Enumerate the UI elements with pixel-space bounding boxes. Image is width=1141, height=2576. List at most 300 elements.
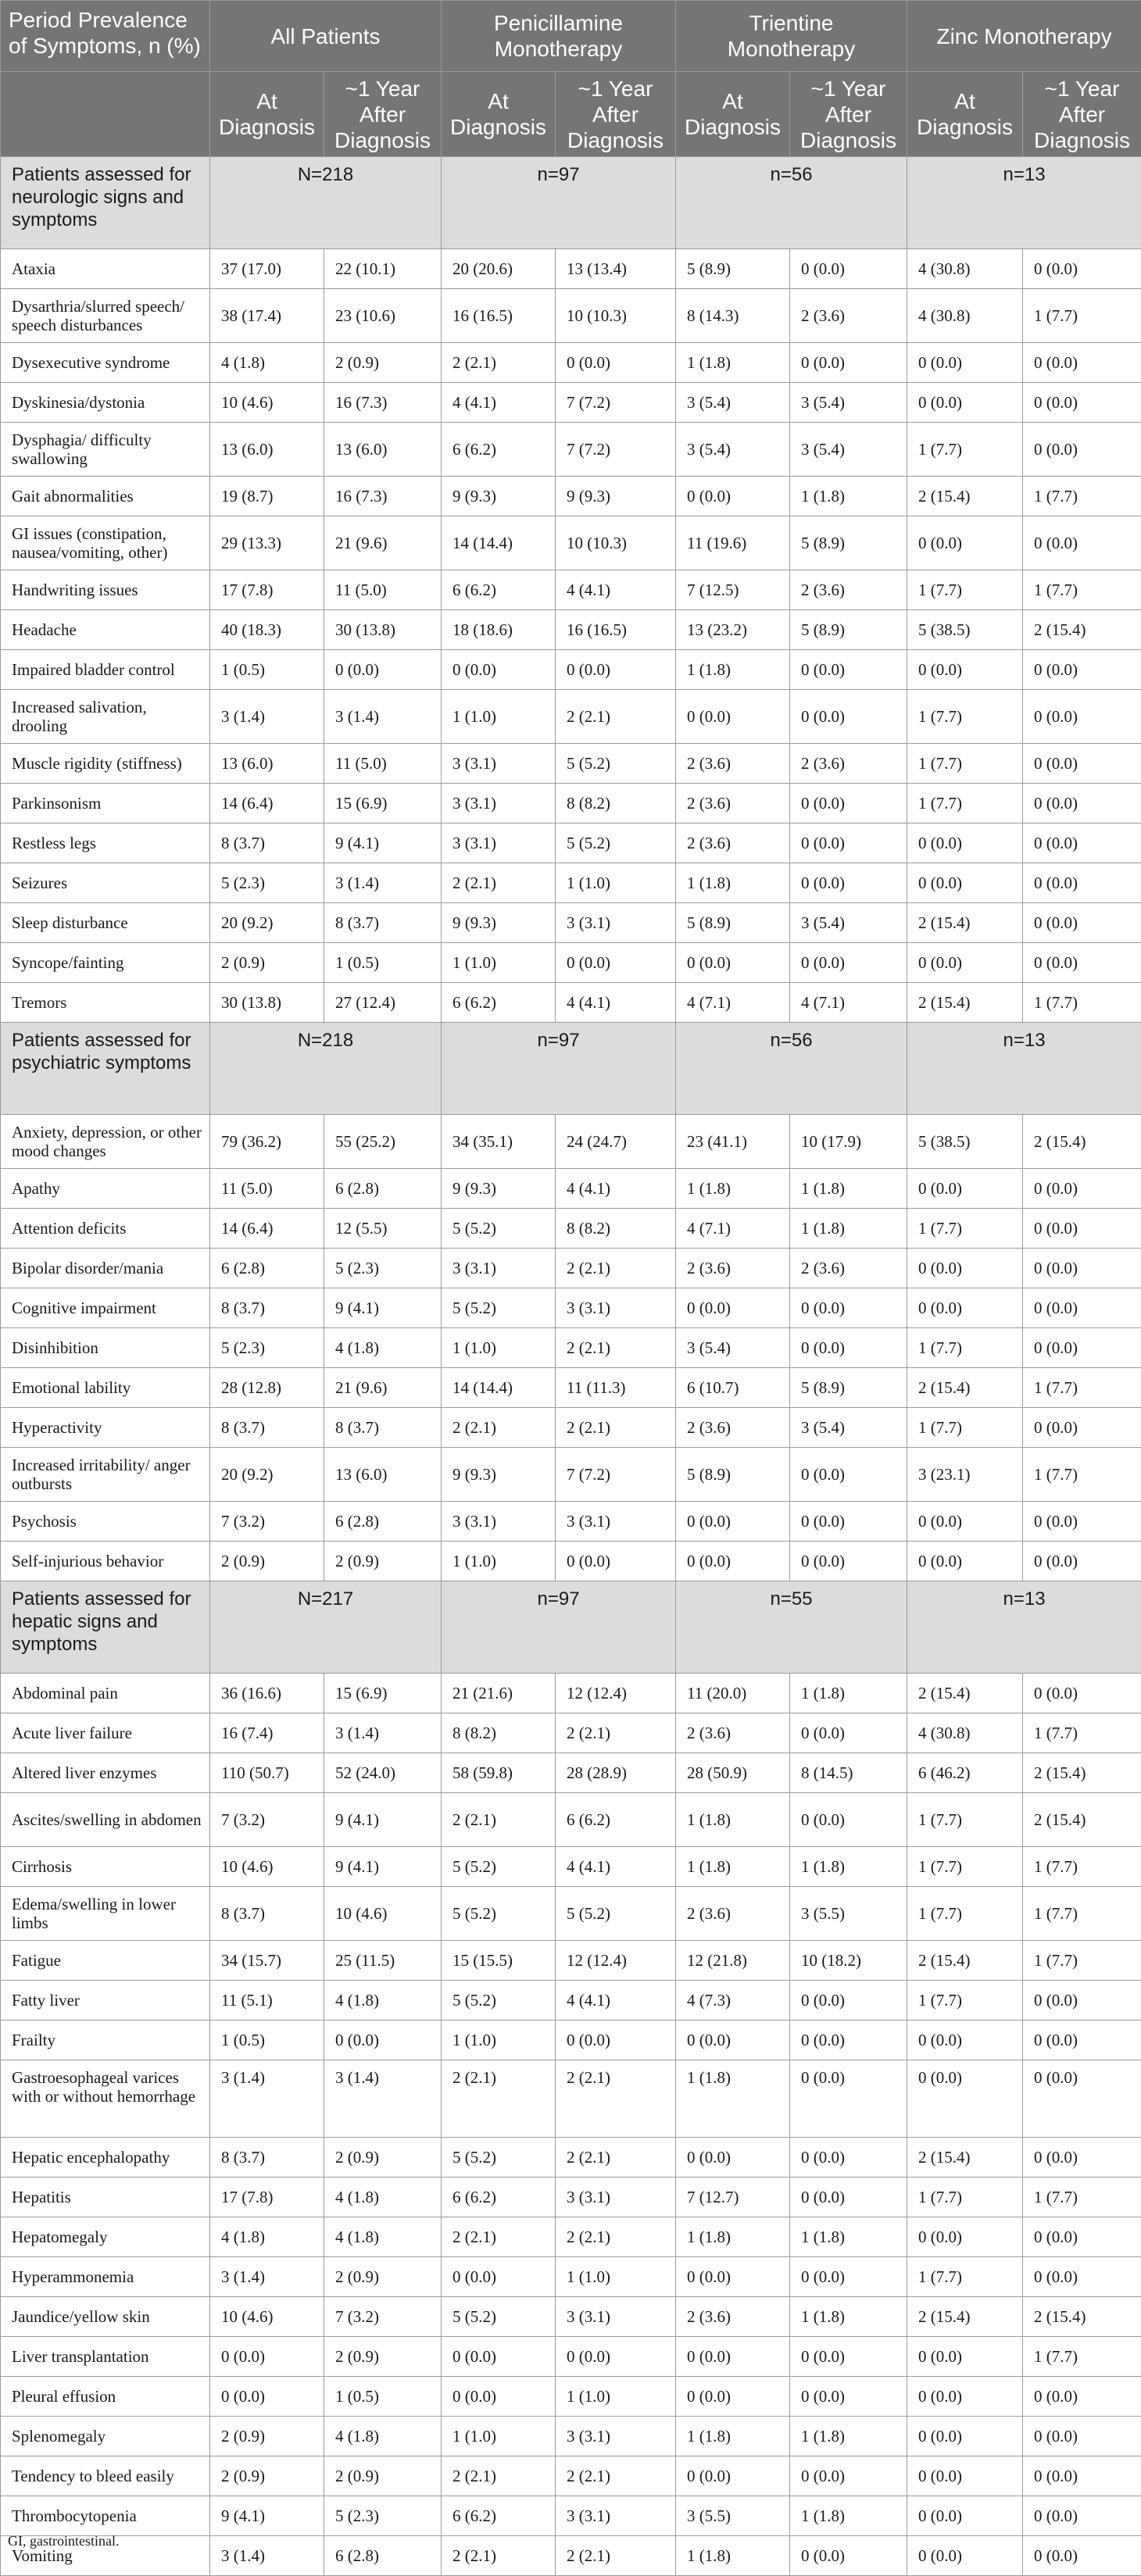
symptom-count-cell: 3 (1.4) — [210, 2257, 324, 2297]
symptom-count-cell: 0 (0.0) — [1023, 343, 1141, 383]
symptom-count-cell: 0 (0.0) — [1023, 1674, 1141, 1713]
symptom-count-cell: 0 (0.0) — [907, 2217, 1023, 2257]
symptom-count-cell: 0 (0.0) — [1023, 784, 1141, 824]
table-row — [1, 1941, 1141, 1981]
symptom-label: Ataxia — [1, 249, 210, 289]
symptom-count-cell: 4 (1.8) — [324, 1981, 442, 2020]
symptom-count-cell: 4 (30.8) — [907, 249, 1023, 289]
table-row — [1, 1288, 1141, 1328]
symptom-count-cell: 12 (12.4) — [556, 1674, 676, 1713]
symptom-count-cell: 1 (7.7) — [1023, 1368, 1141, 1408]
section-sample-size: n=13 — [907, 1581, 1141, 1674]
table-row — [1, 690, 1141, 744]
symptom-count-cell: 0 (0.0) — [556, 650, 676, 690]
symptom-count-cell: 19 (8.7) — [210, 477, 324, 516]
symptom-count-cell: 5 (2.3) — [324, 1249, 442, 1288]
symptom-count-cell: 5 (5.2) — [556, 744, 676, 784]
sub-header-at-diagnosis: At Diagnosis — [907, 72, 1023, 157]
symptom-count-cell: 0 (0.0) — [907, 2417, 1023, 2456]
symptom-label: Syncope/fainting — [1, 943, 210, 983]
section-sample-size: n=56 — [676, 157, 907, 249]
sub-header-at-diagnosis: At Diagnosis — [676, 72, 790, 157]
symptom-count-cell: 27 (12.4) — [324, 983, 442, 1023]
symptom-count-cell: 2 (0.9) — [324, 2456, 442, 2496]
symptom-count-cell: 6 (6.2) — [556, 1793, 676, 1847]
symptom-count-cell: 0 (0.0) — [556, 343, 676, 383]
symptom-count-cell: 5 (8.9) — [676, 249, 790, 289]
symptom-count-cell: 0 (0.0) — [210, 2337, 324, 2377]
symptom-count-cell: 110 (50.7) — [210, 1753, 324, 1793]
symptom-count-cell: 1 (0.5) — [324, 943, 442, 983]
symptom-count-cell: 9 (9.3) — [442, 903, 556, 943]
symptom-count-cell: 2 (15.4) — [907, 477, 1023, 516]
symptom-count-cell: 0 (0.0) — [790, 1542, 907, 1581]
symptom-count-cell: 1 (1.8) — [790, 2417, 907, 2456]
symptom-count-cell: 1 (7.7) — [1023, 570, 1141, 610]
table-row — [1, 610, 1141, 650]
sub-header-at-diagnosis: At Diagnosis — [210, 72, 324, 157]
symptom-count-cell: 13 (23.2) — [676, 610, 790, 650]
symptom-count-cell: 24 (24.7) — [556, 1115, 676, 1169]
symptom-count-cell: 2 (3.6) — [790, 744, 907, 784]
symptom-count-cell: 58 (59.8) — [442, 1753, 556, 1793]
symptom-count-cell: 1 (1.8) — [790, 477, 907, 516]
symptom-count-cell: 1 (7.7) — [907, 1209, 1023, 1249]
symptom-count-cell: 6 (6.2) — [442, 2496, 556, 2536]
symptom-count-cell: 4 (7.1) — [676, 983, 790, 1023]
section-header-row — [1, 1581, 1141, 1674]
symptom-count-cell: 4 (4.1) — [556, 1981, 676, 2020]
symptom-count-cell: 0 (0.0) — [907, 1502, 1023, 1542]
symptom-count-cell: 20 (9.2) — [210, 903, 324, 943]
symptom-count-cell: 2 (15.4) — [1023, 1753, 1141, 1793]
symptom-count-cell: 7 (3.2) — [210, 1793, 324, 1847]
section-sample-size: n=13 — [907, 157, 1141, 249]
symptom-count-cell: 10 (10.3) — [556, 289, 676, 343]
symptom-count-cell: 3 (3.1) — [442, 1249, 556, 1288]
table-row — [1, 863, 1141, 903]
symptom-count-cell: 1 (1.0) — [442, 1542, 556, 1581]
symptom-count-cell: 9 (4.1) — [324, 1793, 442, 1847]
symptom-label: Self-injurious behavior — [1, 1542, 210, 1581]
symptom-count-cell: 5 (5.2) — [442, 1288, 556, 1328]
symptom-count-cell: 2 (3.6) — [676, 1249, 790, 1288]
symptom-label: Hyperammonemia — [1, 2257, 210, 2297]
symptom-count-cell: 1 (0.5) — [210, 650, 324, 690]
symptom-count-cell: 5 (2.3) — [324, 2496, 442, 2536]
section-sample-size: n=13 — [907, 1023, 1141, 1115]
symptom-count-cell: 1 (1.0) — [442, 943, 556, 983]
symptom-count-cell: 13 (6.0) — [324, 423, 442, 477]
table-row — [1, 2178, 1141, 2217]
symptom-count-cell: 8 (3.7) — [324, 903, 442, 943]
symptom-count-cell: 2 (3.6) — [676, 2297, 790, 2337]
symptom-count-cell: 1 (1.8) — [790, 2217, 907, 2257]
symptom-count-cell: 1 (7.7) — [1023, 2178, 1141, 2217]
symptom-count-cell: 3 (3.1) — [556, 2178, 676, 2217]
symptom-label: Altered liver enzymes — [1, 1753, 210, 1793]
symptom-label: Gastroesophageal varices with or without hemorrhage — [1, 2060, 210, 2138]
symptom-count-cell: 4 (1.8) — [324, 1328, 442, 1368]
symptom-count-cell: 10 (17.9) — [790, 1115, 907, 1169]
symptom-count-cell: 2 (0.9) — [324, 2337, 442, 2377]
symptom-count-cell: 0 (0.0) — [790, 1793, 907, 1847]
symptom-count-cell: 5 (5.2) — [556, 824, 676, 863]
symptom-count-cell: 0 (0.0) — [907, 650, 1023, 690]
symptom-label: Abdominal pain — [1, 1674, 210, 1713]
symptom-count-cell: 11 (20.0) — [676, 1674, 790, 1713]
symptom-count-cell: 2 (2.1) — [442, 1793, 556, 1847]
symptom-count-cell: 1 (1.8) — [676, 1169, 790, 1209]
symptom-count-cell: 0 (0.0) — [907, 824, 1023, 863]
symptom-count-cell: 0 (0.0) — [790, 1502, 907, 1542]
symptom-count-cell: 11 (5.0) — [324, 570, 442, 610]
symptom-count-cell: 3 (3.1) — [556, 2297, 676, 2337]
symptom-count-cell: 7 (7.2) — [556, 383, 676, 423]
symptom-count-cell: 0 (0.0) — [556, 2337, 676, 2377]
symptom-label: Edema/swelling in lower limbs — [1, 1887, 210, 1941]
symptom-count-cell: 7 (12.7) — [676, 2178, 790, 2217]
symptom-count-cell: 0 (0.0) — [1023, 1328, 1141, 1368]
symptom-count-cell: 5 (38.5) — [907, 610, 1023, 650]
symptom-count-cell: 1 (1.8) — [790, 2297, 907, 2337]
symptom-count-cell: 1 (1.0) — [556, 2377, 676, 2417]
symptom-count-cell: 10 (4.6) — [210, 1847, 324, 1887]
symptom-count-cell: 0 (0.0) — [907, 2337, 1023, 2377]
symptom-count-cell: 2 (0.9) — [210, 2456, 324, 2496]
symptom-count-cell: 0 (0.0) — [676, 2377, 790, 2417]
symptom-count-cell: 1 (7.7) — [907, 744, 1023, 784]
symptom-label: Headache — [1, 610, 210, 650]
symptom-label: Ascites/swelling in abdomen — [1, 1793, 210, 1847]
symptom-count-cell: 16 (16.5) — [556, 610, 676, 650]
symptom-count-cell: 5 (2.3) — [210, 1328, 324, 1368]
table-row — [1, 784, 1141, 824]
symptom-count-cell: 2 (2.1) — [556, 2217, 676, 2257]
symptom-count-cell: 5 (5.2) — [442, 2138, 556, 2178]
symptom-count-cell: 28 (28.9) — [556, 1753, 676, 1793]
symptom-count-cell: 3 (1.4) — [210, 2536, 324, 2576]
symptom-count-cell: 0 (0.0) — [1023, 824, 1141, 863]
symptom-count-cell: 3 (5.4) — [676, 1328, 790, 1368]
symptom-count-cell: 2 (2.1) — [556, 690, 676, 744]
symptom-count-cell: 22 (10.1) — [324, 249, 442, 289]
symptom-label: Tendency to bleed easily — [1, 2456, 210, 2496]
symptom-count-cell: 14 (6.4) — [210, 784, 324, 824]
symptom-count-cell: 3 (5.4) — [790, 383, 907, 423]
symptom-count-cell: 3 (5.4) — [790, 903, 907, 943]
symptom-count-cell: 3 (23.1) — [907, 1448, 1023, 1502]
table-row — [1, 383, 1141, 423]
symptom-count-cell: 1 (1.8) — [790, 1209, 907, 1249]
symptom-count-cell: 2 (3.6) — [676, 744, 790, 784]
symptom-count-cell: 0 (0.0) — [907, 383, 1023, 423]
symptom-count-cell: 4 (4.1) — [442, 383, 556, 423]
symptom-count-cell: 9 (9.3) — [442, 477, 556, 516]
symptom-label: Emotional lability — [1, 1368, 210, 1408]
symptom-count-cell: 0 (0.0) — [1023, 863, 1141, 903]
symptom-label: Hepatitis — [1, 2178, 210, 2217]
symptom-count-cell: 1 (1.8) — [790, 2496, 907, 2536]
symptom-count-cell: 8 (8.2) — [556, 784, 676, 824]
symptom-count-cell: 7 (7.2) — [556, 423, 676, 477]
symptom-count-cell: 0 (0.0) — [790, 2020, 907, 2060]
symptom-count-cell: 1 (7.7) — [1023, 1887, 1141, 1941]
table-row — [1, 1981, 1141, 2020]
symptom-count-cell: 5 (5.2) — [442, 1981, 556, 2020]
symptom-count-cell: 3 (5.4) — [676, 423, 790, 477]
symptom-count-cell: 0 (0.0) — [907, 516, 1023, 570]
symptom-count-cell: 9 (9.3) — [442, 1448, 556, 1502]
symptom-count-cell: 1 (1.0) — [442, 1328, 556, 1368]
symptom-count-cell: 16 (7.3) — [324, 383, 442, 423]
table-row — [1, 2377, 1141, 2417]
table-row — [1, 289, 1141, 343]
symptom-count-cell: 10 (10.3) — [556, 516, 676, 570]
symptom-count-cell: 0 (0.0) — [790, 784, 907, 824]
symptom-count-cell: 0 (0.0) — [676, 943, 790, 983]
symptom-count-cell: 0 (0.0) — [1023, 2060, 1141, 2138]
symptom-count-cell: 25 (11.5) — [324, 1941, 442, 1981]
symptom-count-cell: 3 (3.1) — [442, 784, 556, 824]
symptom-label: Bipolar disorder/mania — [1, 1249, 210, 1288]
symptom-count-cell: 0 (0.0) — [907, 2377, 1023, 2417]
symptom-count-cell: 8 (3.7) — [324, 1408, 442, 1448]
symptom-count-cell: 10 (4.6) — [210, 2297, 324, 2337]
symptom-count-cell: 2 (0.9) — [324, 343, 442, 383]
symptom-count-cell: 3 (1.4) — [324, 863, 442, 903]
symptom-count-cell: 29 (13.3) — [210, 516, 324, 570]
symptom-count-cell: 6 (6.2) — [442, 423, 556, 477]
symptom-count-cell: 0 (0.0) — [790, 1448, 907, 1502]
symptom-count-cell: 0 (0.0) — [1023, 2377, 1141, 2417]
symptom-count-cell: 0 (0.0) — [907, 1249, 1023, 1288]
symptom-count-cell: 0 (0.0) — [210, 2377, 324, 2417]
symptom-count-cell: 2 (15.4) — [1023, 1793, 1141, 1847]
table-row — [1, 824, 1141, 863]
symptom-count-cell: 1 (7.7) — [907, 1981, 1023, 2020]
symptom-count-cell: 1 (7.7) — [1023, 477, 1141, 516]
symptom-count-cell: 0 (0.0) — [676, 2020, 790, 2060]
table-row — [1, 1847, 1141, 1887]
symptom-count-cell: 11 (5.0) — [324, 744, 442, 784]
symptom-count-cell: 8 (3.7) — [210, 824, 324, 863]
symptom-count-cell: 2 (15.4) — [907, 1674, 1023, 1713]
symptom-count-cell: 0 (0.0) — [1023, 1169, 1141, 1209]
symptom-count-cell: 9 (4.1) — [324, 1288, 442, 1328]
symptom-count-cell: 1 (1.0) — [556, 863, 676, 903]
symptom-count-cell: 0 (0.0) — [442, 2257, 556, 2297]
symptom-count-cell: 0 (0.0) — [1023, 1249, 1141, 1288]
table-row — [1, 1368, 1141, 1408]
symptom-count-cell: 2 (0.9) — [210, 943, 324, 983]
symptom-count-cell: 1 (7.7) — [1023, 1448, 1141, 1502]
symptom-count-cell: 0 (0.0) — [790, 943, 907, 983]
table-row — [1, 2138, 1141, 2178]
symptom-count-cell: 10 (4.6) — [324, 1887, 442, 1941]
symptom-count-cell: 0 (0.0) — [1023, 1981, 1141, 2020]
symptom-count-cell: 37 (17.0) — [210, 249, 324, 289]
symptom-count-cell: 0 (0.0) — [556, 1542, 676, 1581]
symptom-count-cell: 0 (0.0) — [790, 343, 907, 383]
table-row — [1, 1448, 1141, 1502]
symptom-count-cell: 0 (0.0) — [1023, 1288, 1141, 1328]
section-sample-size: N=217 — [210, 1581, 442, 1674]
symptom-count-cell: 2 (15.4) — [1023, 2297, 1141, 2337]
symptom-count-cell: 4 (4.1) — [556, 1169, 676, 1209]
symptom-count-cell: 0 (0.0) — [907, 2060, 1023, 2138]
symptom-count-cell: 2 (2.1) — [556, 1713, 676, 1753]
symptom-count-cell: 16 (7.3) — [324, 477, 442, 516]
symptom-count-cell: 2 (2.1) — [556, 2060, 676, 2138]
symptom-count-cell: 1 (7.7) — [907, 423, 1023, 477]
symptom-count-cell: 11 (5.0) — [210, 1169, 324, 1209]
symptom-count-cell: 12 (21.8) — [676, 1941, 790, 1981]
symptom-count-cell: 1 (7.7) — [907, 1887, 1023, 1941]
symptom-count-cell: 0 (0.0) — [1023, 943, 1141, 983]
symptom-count-cell: 13 (6.0) — [210, 423, 324, 477]
symptom-label: Seizures — [1, 863, 210, 903]
symptom-count-cell: 6 (2.8) — [324, 2536, 442, 2576]
table-row — [1, 650, 1141, 690]
symptom-count-cell: 28 (50.9) — [676, 1753, 790, 1793]
symptom-label: Dyskinesia/dystonia — [1, 383, 210, 423]
table-row — [1, 2297, 1141, 2337]
symptom-count-cell: 2 (2.1) — [442, 863, 556, 903]
symptom-label: Splenomegaly — [1, 2417, 210, 2456]
symptom-label: Dysexecutive syndrome — [1, 343, 210, 383]
section-header-row — [1, 1023, 1141, 1115]
symptom-count-cell: 3 (1.4) — [210, 2060, 324, 2138]
symptom-count-cell: 5 (5.2) — [442, 2297, 556, 2337]
symptom-count-cell: 1 (7.7) — [1023, 1941, 1141, 1981]
table-row — [1, 2417, 1141, 2456]
symptom-count-cell: 2 (0.9) — [210, 2417, 324, 2456]
symptom-count-cell: 6 (46.2) — [907, 1753, 1023, 1793]
symptom-count-cell: 5 (2.3) — [210, 863, 324, 903]
symptom-count-cell: 1 (7.7) — [1023, 1847, 1141, 1887]
table-header — [1, 1, 1141, 157]
symptom-count-cell: 6 (2.8) — [324, 1169, 442, 1209]
symptom-count-cell: 2 (3.6) — [790, 289, 907, 343]
symptom-count-cell: 0 (0.0) — [1023, 650, 1141, 690]
table-row — [1, 1753, 1141, 1793]
symptom-label: Vomiting — [1, 2536, 210, 2576]
symptom-count-cell: 3 (1.4) — [210, 690, 324, 744]
symptom-count-cell: 4 (1.8) — [324, 2178, 442, 2217]
symptom-count-cell: 2 (2.1) — [442, 343, 556, 383]
symptom-count-cell: 3 (3.1) — [556, 2417, 676, 2456]
symptom-count-cell: 5 (8.9) — [790, 1368, 907, 1408]
symptom-count-cell: 1 (1.0) — [442, 2417, 556, 2456]
table-row — [1, 983, 1141, 1023]
table-row — [1, 570, 1141, 610]
symptom-count-cell: 0 (0.0) — [1023, 2417, 1141, 2456]
table-row — [1, 2496, 1141, 2536]
table-row — [1, 943, 1141, 983]
symptom-count-cell: 0 (0.0) — [1023, 690, 1141, 744]
symptom-count-cell: 0 (0.0) — [676, 1502, 790, 1542]
symptom-count-cell: 9 (9.3) — [556, 477, 676, 516]
group-header-trientine: Trientine Monotherapy — [676, 1, 907, 72]
table-row — [1, 2060, 1141, 2138]
symptom-count-cell: 13 (6.0) — [324, 1448, 442, 1502]
symptom-count-cell: 2 (3.6) — [676, 824, 790, 863]
symptom-count-cell: 1 (1.8) — [676, 1793, 790, 1847]
symptom-count-cell: 0 (0.0) — [907, 943, 1023, 983]
symptom-count-cell: 0 (0.0) — [676, 477, 790, 516]
symptom-count-cell: 5 (38.5) — [907, 1115, 1023, 1169]
symptom-count-cell: 2 (15.4) — [1023, 610, 1141, 650]
symptom-count-cell: 0 (0.0) — [907, 1288, 1023, 1328]
symptom-count-cell: 2 (15.4) — [907, 2297, 1023, 2337]
symptom-label: Hepatomegaly — [1, 2217, 210, 2257]
table-row — [1, 1887, 1141, 1941]
table-row — [1, 1209, 1141, 1249]
symptom-count-cell: 52 (24.0) — [324, 1753, 442, 1793]
symptom-count-cell: 16 (16.5) — [442, 289, 556, 343]
symptom-count-cell: 3 (3.1) — [556, 1502, 676, 1542]
symptom-label: Jaundice/yellow skin — [1, 2297, 210, 2337]
symptom-count-cell: 40 (18.3) — [210, 610, 324, 650]
symptom-count-cell: 1 (7.7) — [907, 2178, 1023, 2217]
symptom-count-cell: 5 (8.9) — [676, 903, 790, 943]
symptom-count-cell: 3 (5.4) — [790, 423, 907, 477]
symptom-count-cell: 0 (0.0) — [324, 650, 442, 690]
symptom-count-cell: 11 (5.1) — [210, 1981, 324, 2020]
symptom-count-cell: 0 (0.0) — [676, 1288, 790, 1328]
section-header-row — [1, 157, 1141, 249]
symptom-count-cell: 5 (8.9) — [676, 1448, 790, 1502]
symptom-label: Apathy — [1, 1169, 210, 1209]
symptom-count-cell: 2 (2.1) — [556, 1408, 676, 1448]
symptom-count-cell: 3 (5.5) — [790, 1887, 907, 1941]
symptom-count-cell: 1 (1.8) — [676, 1847, 790, 1887]
table-row — [1, 1249, 1141, 1288]
symptom-count-cell: 1 (7.7) — [907, 570, 1023, 610]
symptom-count-cell: 1 (1.8) — [790, 1674, 907, 1713]
symptom-count-cell: 0 (0.0) — [442, 2377, 556, 2417]
symptom-count-cell: 0 (0.0) — [1023, 2138, 1141, 2178]
symptom-count-cell: 7 (3.2) — [324, 2297, 442, 2337]
symptom-count-cell: 8 (3.7) — [210, 2138, 324, 2178]
symptom-count-cell: 2 (2.1) — [442, 2060, 556, 2138]
symptom-count-cell: 8 (8.2) — [556, 1209, 676, 1249]
symptom-count-cell: 0 (0.0) — [1023, 1542, 1141, 1581]
section-label: Patients assessed for hepatic signs and symptoms — [1, 1581, 210, 1674]
symptom-label: Disinhibition — [1, 1328, 210, 1368]
symptom-count-cell: 3 (3.1) — [442, 824, 556, 863]
symptom-label: GI issues (constipation, nausea/vomiting, other) — [1, 516, 210, 570]
table-row — [1, 1169, 1141, 1209]
symptom-count-cell: 7 (3.2) — [210, 1502, 324, 1542]
symptom-count-cell: 3 (5.4) — [676, 383, 790, 423]
symptom-count-cell: 1 (1.0) — [442, 2020, 556, 2060]
symptom-count-cell: 0 (0.0) — [790, 650, 907, 690]
symptom-label: Hepatic encephalopathy — [1, 2138, 210, 2178]
symptom-count-cell: 2 (3.6) — [676, 1887, 790, 1941]
symptom-count-cell: 0 (0.0) — [790, 863, 907, 903]
symptom-count-cell: 14 (14.4) — [442, 1368, 556, 1408]
corner-header-blank — [1, 72, 210, 157]
symptom-label: Dysphagia/ difficulty swallowing — [1, 423, 210, 477]
symptom-count-cell: 0 (0.0) — [1023, 2496, 1141, 2536]
symptom-count-cell: 8 (3.7) — [210, 1288, 324, 1328]
table-row — [1, 1408, 1141, 1448]
symptom-count-cell: 2 (3.6) — [790, 1249, 907, 1288]
symptom-count-cell: 2 (15.4) — [907, 1941, 1023, 1981]
symptom-count-cell: 0 (0.0) — [790, 2060, 907, 2138]
